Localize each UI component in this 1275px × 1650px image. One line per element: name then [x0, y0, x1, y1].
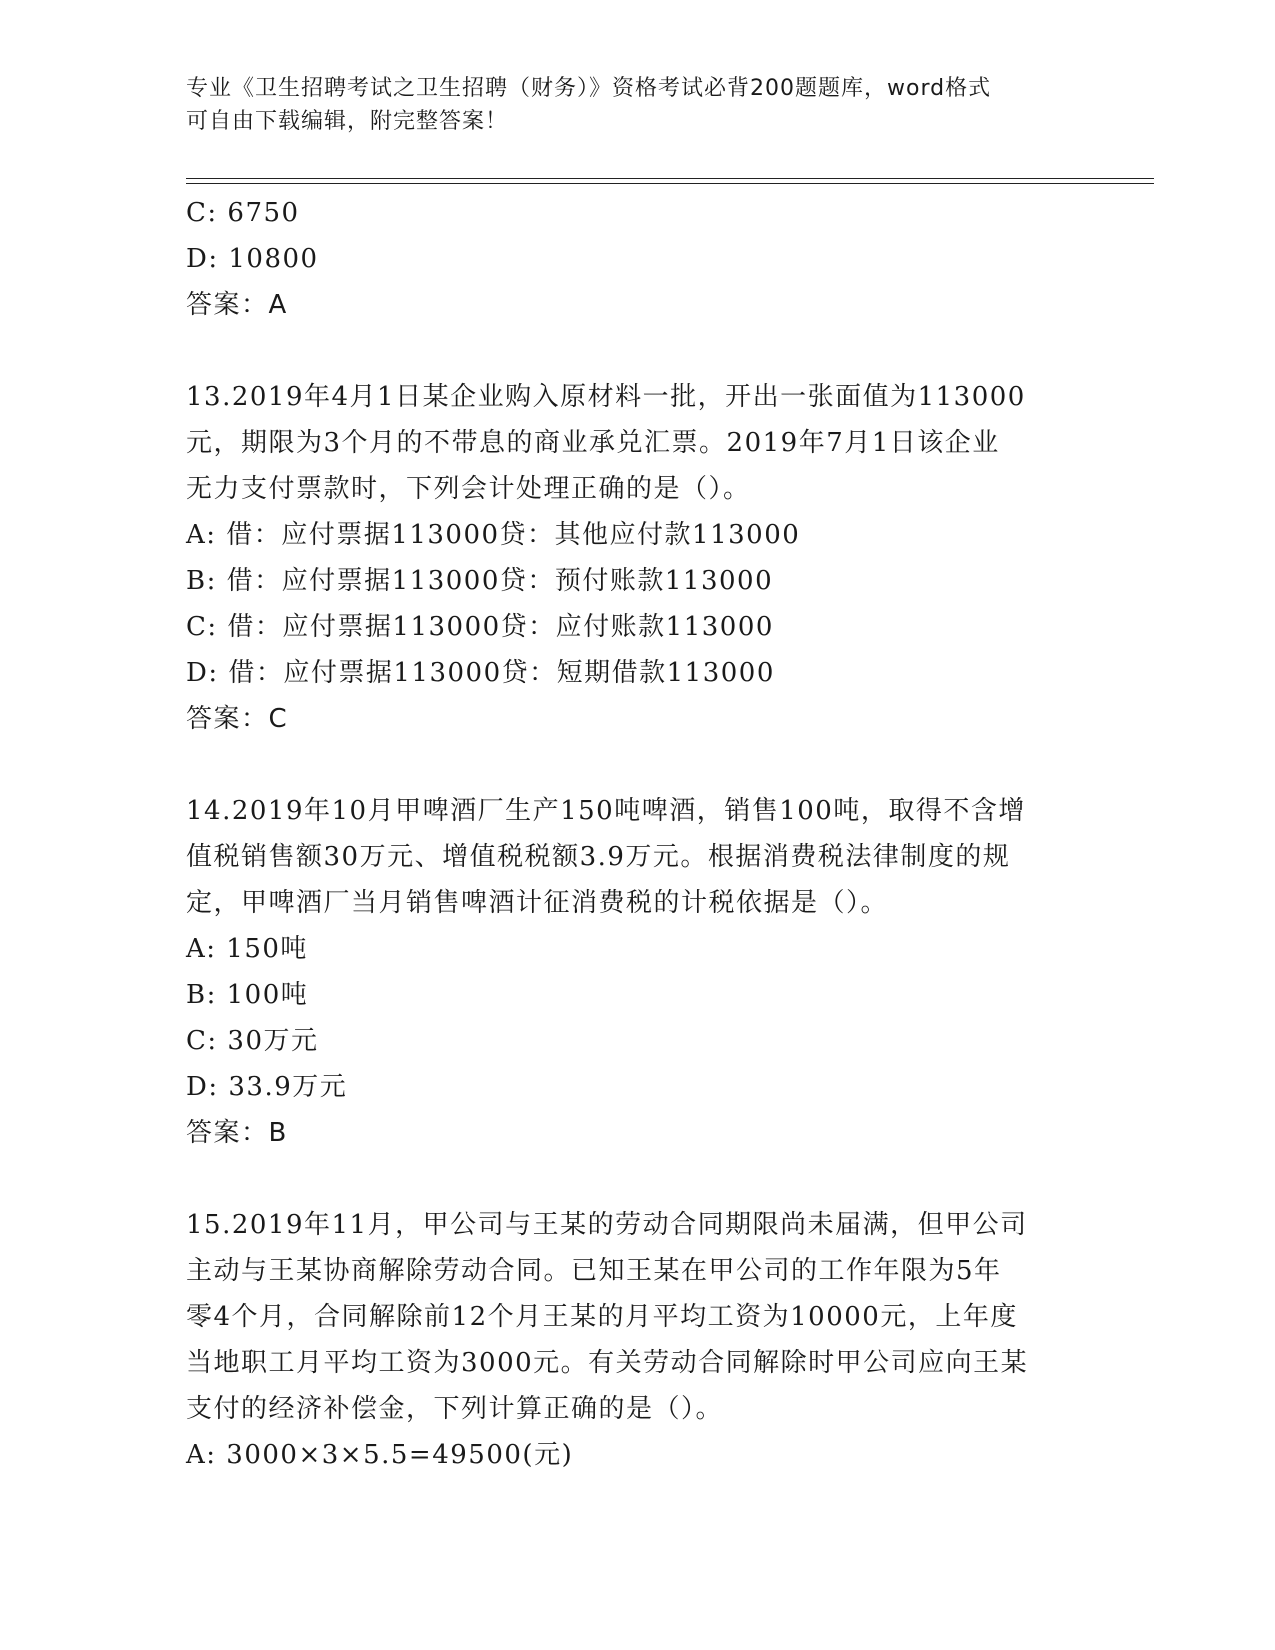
spacer — [186, 328, 1086, 374]
option-c: C: 借：应付票据113000贷：应付账款113000 — [186, 612, 774, 642]
question-text-line: 13.2019年4月1日某企业购入原材料一批，开出一张面值为113000 — [186, 382, 1026, 412]
spacer — [186, 742, 1086, 788]
question-list — [186, 190, 1086, 1478]
header-line-1: 专业《卫生招聘考试之卫生招聘（财务）》资格考试必背200题题库，word格式 — [186, 76, 992, 101]
option-b: B: 100吨 — [186, 980, 309, 1010]
question-continued — [186, 190, 1086, 328]
answer: 答案：A — [186, 290, 288, 320]
question-text-line: 15.2019年11月，甲公司与王某的劳动合同期限尚未届满，但甲公司 — [186, 1210, 1028, 1240]
question-text-line: 14.2019年10月甲啤酒厂生产150吨啤酒，销售100吨，取得不含增 — [186, 796, 1026, 826]
option-d: D: 借：应付票据113000贷：短期借款113000 — [186, 658, 775, 688]
header-rule-top — [186, 178, 1154, 179]
spacer — [186, 1156, 1086, 1202]
document-header — [186, 72, 1086, 138]
question-text-line: 当地职工月平均工资为3000元。有关劳动合同解除时甲公司应向王某 — [186, 1348, 1029, 1378]
option-c: C: 30万元 — [186, 1026, 319, 1056]
option-c: C: 6750 — [186, 198, 300, 228]
header-rule-bottom — [186, 183, 1154, 184]
option-a: A: 150吨 — [186, 934, 308, 964]
question-text-line: 无力支付票款时，下列会计处理正确的是（）。 — [186, 474, 751, 504]
header-line-2: 可自由下载编辑，附完整答案！ — [186, 109, 509, 134]
question-text-line: 主动与王某协商解除劳动合同。已知王某在甲公司的工作年限为5年 — [186, 1256, 1002, 1286]
question-15 — [186, 1202, 1086, 1478]
answer: 答案：C — [186, 704, 289, 734]
question-text-line: 支付的经济补偿金，下列计算正确的是（）。 — [186, 1394, 724, 1424]
question-text-line: 值税销售额30万元、增值税税额3.9万元。根据消费税法律制度的规 — [186, 842, 1011, 872]
question-text-line: 零4个月，合同解除前12个月王某的月平均工资为10000元，上年度 — [186, 1302, 1018, 1332]
option-d: D: 33.9万元 — [186, 1072, 348, 1102]
question-text-line: 定，甲啤酒厂当月销售啤酒计征消费税的计税依据是（）。 — [186, 888, 889, 918]
option-a: A: 借：应付票据113000贷：其他应付款113000 — [186, 520, 801, 550]
question-13 — [186, 374, 1086, 742]
answer: 答案：B — [186, 1118, 288, 1148]
option-a: A: 3000×3×5.5=49500(元) — [186, 1440, 574, 1470]
question-text-line: 元，期限为3个月的不带息的商业承兑汇票。2019年7月1日该企业 — [186, 428, 1000, 458]
question-14 — [186, 788, 1086, 1156]
option-b: B: 借：应付票据113000贷：预付账款113000 — [186, 566, 774, 596]
option-d: D: 10800 — [186, 244, 319, 274]
